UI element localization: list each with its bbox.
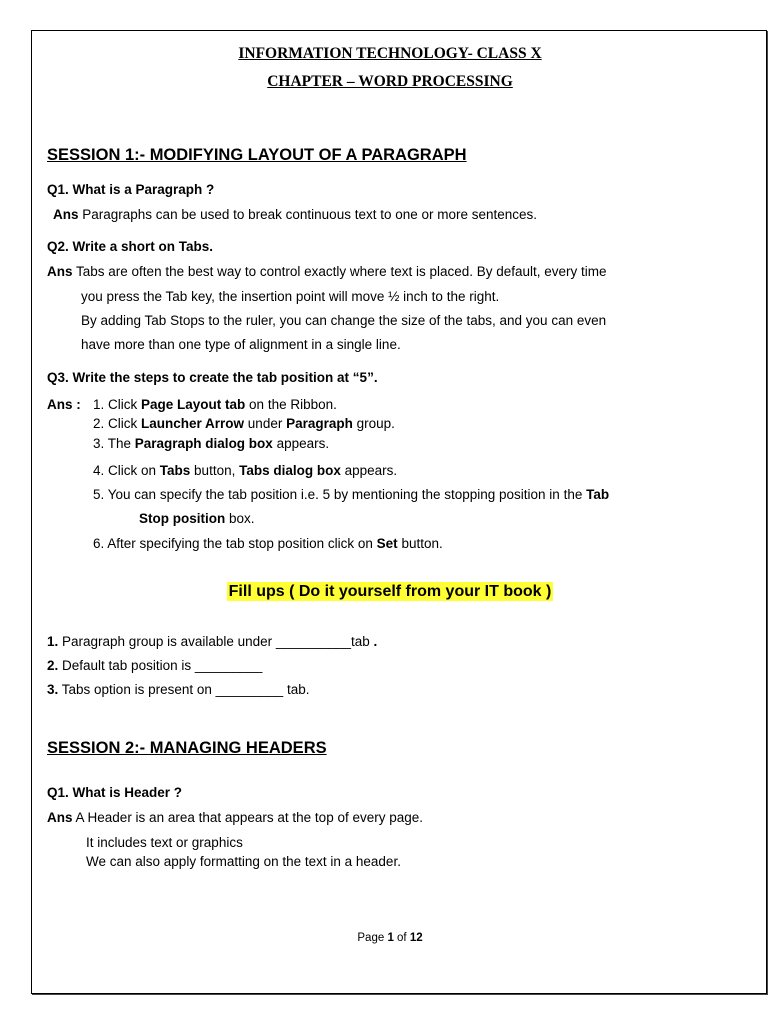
fillups-heading: Fill ups ( Do it yourself from your IT book ) [228,583,552,600]
session1-heading: SESSION 1:- MODIFYING LAYOUT OF A PARAGRAPH [47,146,467,164]
step-6: 6. After specifying the tab stop position click on Set button. [93,536,443,551]
session1-a2-line2: you press the Tab key, the insertion point will move ½ inch to the right. [81,289,500,304]
fillup-2: 2. Default tab position is _________ [47,658,263,673]
fillup-3: 3. Tabs option is present on _________ tab. [47,682,310,697]
page-number-footer: Page 1 of 12 [357,932,423,944]
step-5-line2: Stop position box. [139,511,255,526]
session1-a2-line4: have more than one type of alignment in a single line. [81,337,401,352]
document-title: INFORMATION TECHNOLOGY- CLASS X [238,45,542,62]
session1-q3: Q3. Write the steps to create the tab position at “5”. [47,370,378,385]
step-2: 2. Click Launcher Arrow under Paragraph group. [93,416,395,431]
session1-a3-label: Ans : [47,397,81,412]
session2-a1-line1: Ans A Header is an area that appears at the top of every page. [47,810,424,825]
session1-q1: Q1. What is a Paragraph ? [47,182,215,197]
step-5-line1: 5. You can specify the tab position i.e. 5 by mentioning the stopping position in the Tab [93,487,610,502]
session1-a2-line1: Ans Tabs are often the best way to control exactly where text is placed. By default, every time [47,264,607,279]
session1-a2-line3: By adding Tab Stops to the ruler, you can change the size of the tabs, and you can even [81,313,607,328]
fillup-1: 1. Paragraph group is available under __________tab . [47,634,378,649]
session2-heading: SESSION 2:- MANAGING HEADERS [47,739,327,757]
session2-q1: Q1. What is Header ? [47,785,183,800]
session2-a1-line2: It includes text or graphics [86,835,243,850]
step-3: 3. The Paragraph dialog box appears. [93,436,330,451]
chapter-title: CHAPTER – WORD PROCESSING [267,73,513,90]
session1-q2: Q2. Write a short on Tabs. [47,239,214,254]
session2-a1-line3: We can also apply formatting on the text in a header. [86,854,401,869]
step-1: 1. Click Page Layout tab on the Ribbon. [93,397,337,412]
session1-a1: Ans Paragraphs can be used to break continuous text to one or more sentences. [53,207,538,222]
step-4: 4. Click on Tabs button, Tabs dialog box appears. [93,463,398,478]
